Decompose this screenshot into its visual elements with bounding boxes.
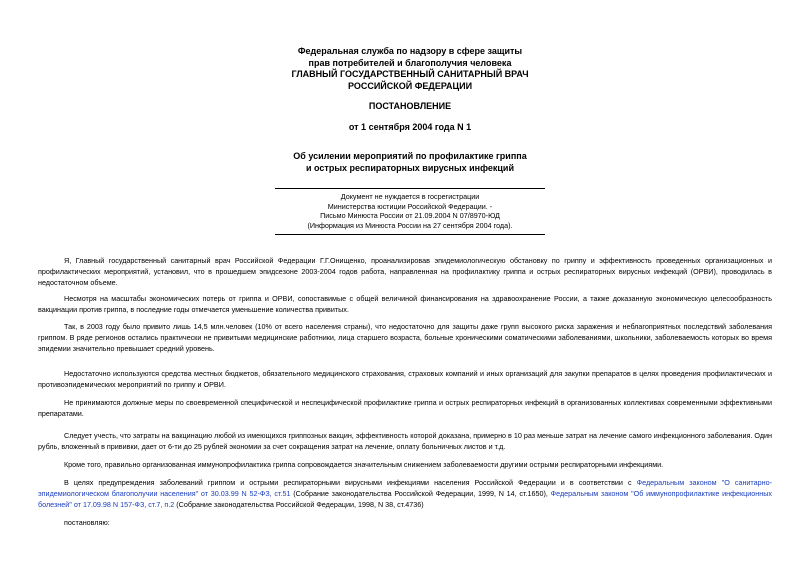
paragraph-8-text-a: В целях предупреждения заболеваний гриппом и острыми респираторными вирусными инфекциями населения Российской Федерации и в соответствии с	[64, 478, 637, 487]
paragraph-1	[38, 256, 772, 288]
paragraph-3-text: Так, в 2003 году было привито лишь 14,5 млн.человек (10% от всего населения страны), что недостаточно для защиты даже групп высокого риска заражения и неблагоприятных последствий заболевания гриппом. В ряде регионов остались практически не привитыми медицинские работники, лица старшего возраста, больные хроническими соматическими заболеваниями, школьники, заболеваемость которых во время эпидемии значительно превышает средний уровень.	[38, 322, 772, 353]
paragraph-6	[38, 431, 772, 453]
issuer-header	[240, 46, 580, 92]
resolution-word: постановляю:	[64, 518, 110, 527]
paragraph-4-text: Недостаточно используются средства местных бюджетов, обязательного медицинского страхования, страховых компаний и иных организаций для закупки препаратов в целях проведения профилактических и противоэпидемических мероприятий по гриппу и ОРВИ.	[38, 369, 772, 389]
paragraph-6-text: Следует учесть, что затраты на вакцинацию любой из имеющихся гриппозных вакцин, эффективность которой доказана, примерно в 10 раз меньше затрат на лечение самого инфекционного заболевания. Один рубль, вложенный в прививки, дает от 6-ти до 25 рублей экономии за счет сокращения затрат на лечение, оплату больничных листов и т.д.	[38, 431, 772, 451]
paragraph-4	[38, 369, 772, 391]
paragraph-1-text: Я, Главный государственный санитарный врач Российской Федерации Г.Г.Онищенко, проанализировав эпидемиологическую обстановку по гриппу и эффективность проведенных организационных и профилактических мероприятий, установил, что в прошедшем эпидсезоне 2003-2004 годов работа, направленная на профилактику гриппа и острых респираторных вирусных инфекций (ОРВИ), проводилась в недостаточном объеме.	[38, 256, 772, 287]
issuer-line-1: Федеральная служба по надзору в сфере защиты	[297, 46, 523, 56]
paragraph-3	[38, 322, 772, 354]
immunization-law-link[interactable]: Федеральным законом "Об иммунопрофилактике инфекционных болезней" от 17.09.98 N 157-ФЗ, ст.7, п.2	[38, 488, 773, 509]
registration-note-line-2: Министерства юстиции Российской Федерации. -	[327, 201, 493, 211]
paragraph-8-text	[38, 478, 772, 510]
registration-note-line-1: Документ не нуждается в госрегистрации	[340, 192, 480, 201]
document-title	[240, 151, 580, 174]
paragraph-9	[38, 518, 772, 529]
issuer-line-3: ГЛАВНЫЙ ГОСУДАРСТВЕННЫЙ САНИТАРНЫЙ ВРАЧ	[291, 69, 529, 79]
document-title-line-1: Об усилении мероприятий по профилактике гриппа	[293, 151, 527, 161]
paragraph-8-text-b: (Собрание законодательства Российской Федерации, 1999, N 14, ст.1650),	[290, 488, 551, 498]
paragraph-7	[38, 460, 772, 471]
paragraph-5	[38, 398, 772, 420]
issuer-line-4: РОССИЙСКОЙ ФЕДЕРАЦИИ	[347, 80, 473, 91]
paragraph-8	[38, 478, 772, 510]
paragraph-2-text: Несмотря на масштабы экономических потерь от гриппа и ОРВИ, сопоставимые с общей величиной финансирования на здравоохранение России, а также доказанную экономическую целесообразность вакцинации против гриппа, в последние годы отмечается уменьшение количества привитых.	[38, 294, 772, 314]
paragraph-2	[38, 294, 772, 316]
document-title-line-2: и острых респираторных вирусных инфекций	[306, 162, 514, 173]
registration-note-line-4: (Информация из Минюста России на 27 сентября 2004 года).	[307, 220, 513, 230]
registration-note-line-3: Письмо Минюста России от 21.09.2004 N 07/8970-ЮД	[320, 211, 500, 221]
paragraph-5-text: Не принимаются должные меры по своевременной специфической и неспецифической профилактике гриппа и острых респираторных инфекций в организованных коллективах современными эффективными препаратами.	[38, 398, 772, 418]
sanitary-law-link[interactable]: Федеральным законом "О санитарно-эпидемиологическом благополучии населения" от 30.03.99 N 52-ФЗ, ст.51	[38, 478, 772, 498]
registration-note	[275, 188, 545, 235]
paragraph-7-text: Кроме того, правильно организованная иммунопрофилактика гриппа сопровождается значительным снижением заболеваемости другими острыми респираторными инфекциями.	[64, 460, 664, 469]
document-date: от 1 сентября 2004 года N 1	[348, 122, 472, 132]
document-type: ПОСТАНОВЛЕНИЕ	[368, 101, 452, 111]
paragraph-8-text-c: (Собрание законодательства Российской Федерации, 1998, N 38, ст.4736)	[174, 499, 424, 509]
issuer-line-2: прав потребителей и благополучия человека	[308, 57, 512, 68]
